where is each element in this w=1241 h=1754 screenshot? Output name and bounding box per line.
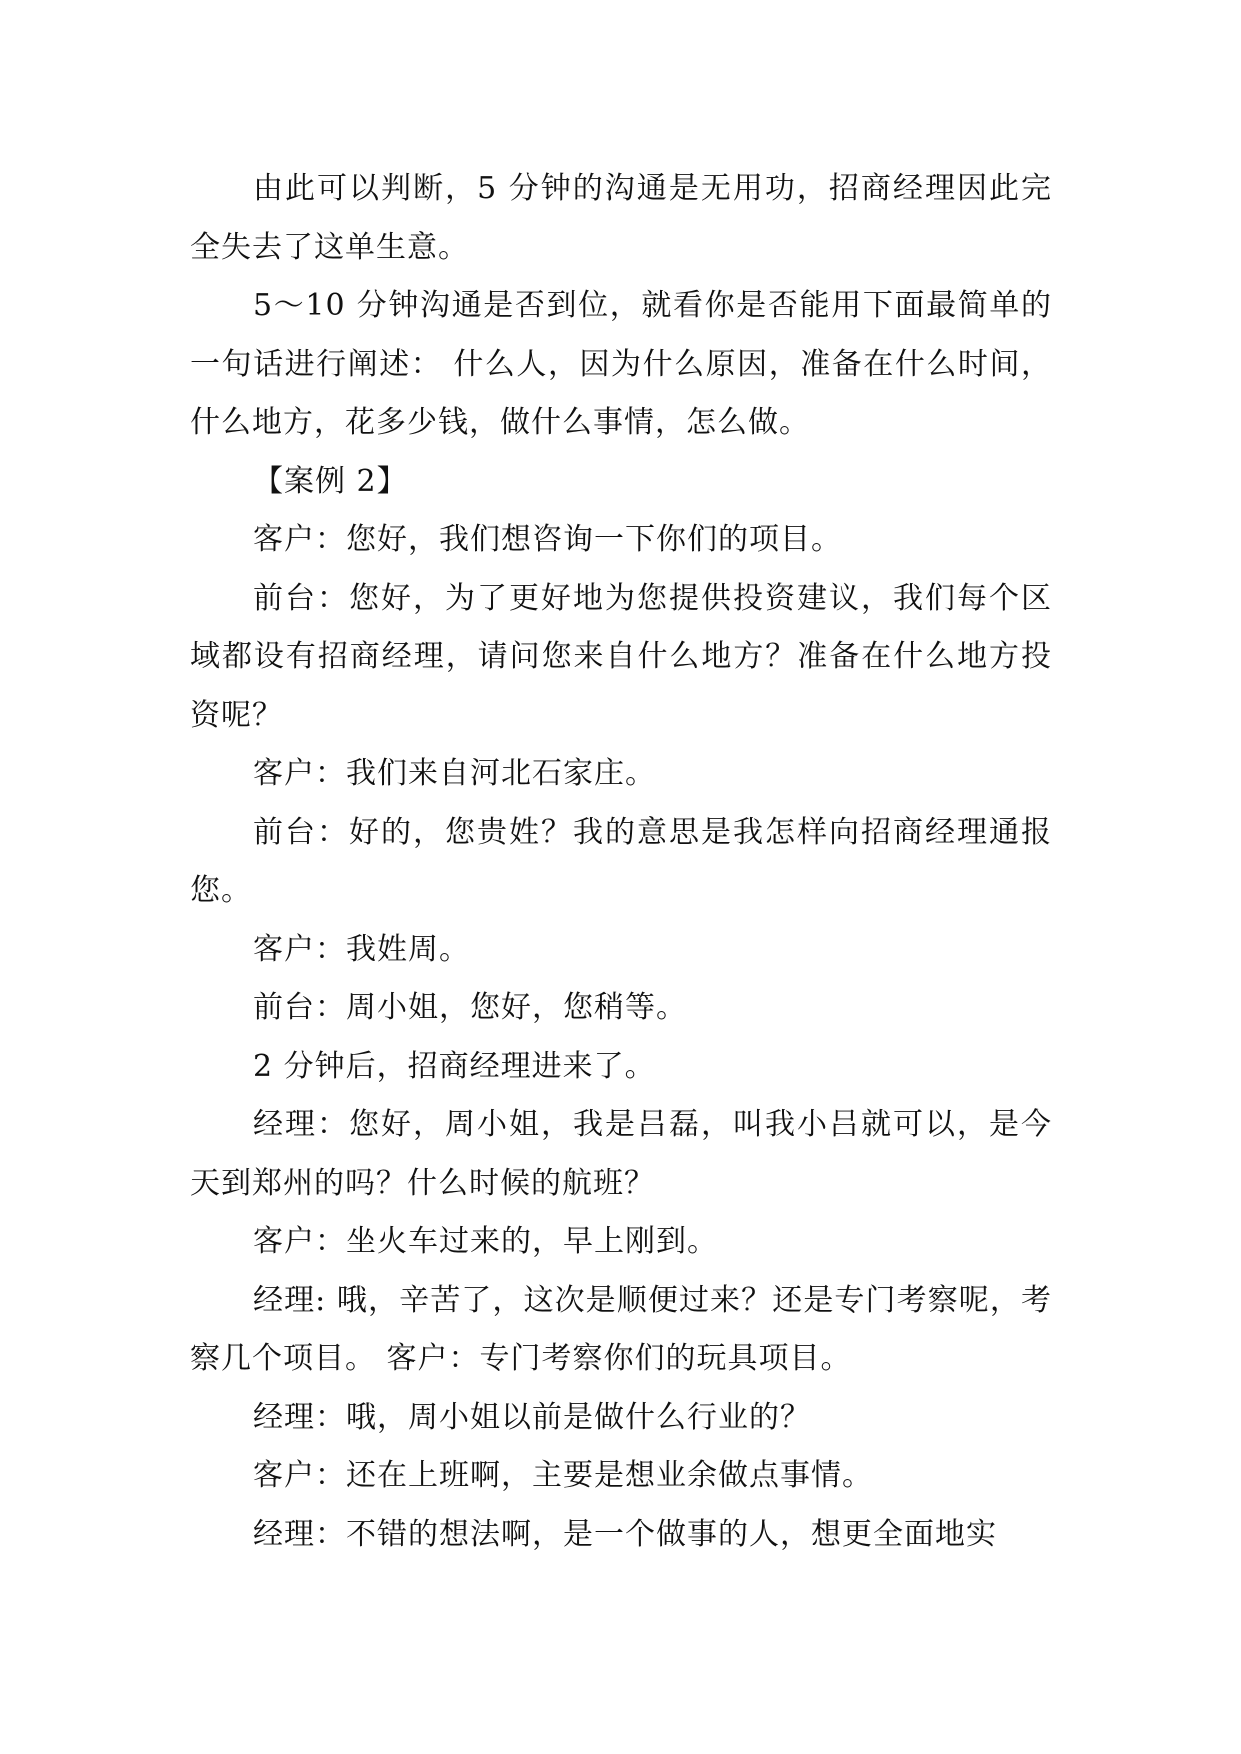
dialogue-line: 客户：我们来自河北石家庄。 bbox=[253, 756, 656, 791]
dialogue-line: 客户：还在上班啊，主要是想业余做点事情。 bbox=[253, 1458, 873, 1493]
dialogue-line: 经理：哦，周小姐以前是做什么行业的？ bbox=[253, 1399, 811, 1435]
document-body bbox=[190, 160, 1052, 1564]
dialogue-line: 客户：您好，我们想咨询一下你们的项目。 bbox=[253, 522, 842, 557]
dialogue-line: 客户：我姓周。 bbox=[253, 931, 470, 967]
dialogue-line: 客户：坐火车过来的，早上刚到。 bbox=[253, 1224, 718, 1259]
dialogue-line: 经理：不错的想法啊，是一个做事的人，想更全面地实 bbox=[253, 1516, 997, 1552]
paragraph-conclusion: 由此可以判断，5 分钟的沟通是无用功，招商经理因此完全失去了这单生意。 bbox=[190, 171, 1052, 265]
dialogue-line: 前台：好的，您贵姓？我的意思是我怎样向招商经理通报您。 bbox=[190, 814, 1052, 908]
dialogue-line: 经理：您好，周小姐，我是吕磊，叫我小吕就可以，是今天到郑州的吗？什么时候的航班？ bbox=[190, 1107, 1052, 1201]
dialogue-line: 前台：您好，为了更好地为您提供投资建议，我们每个区域都设有招商经理，请问您来自什么地方？准备在什么地方投资呢？ bbox=[190, 580, 1052, 733]
dialogue-line: 前台：周小姐，您好，您稍等。 bbox=[253, 990, 687, 1025]
narration-line: 2 分钟后，招商经理进来了。 bbox=[253, 1048, 656, 1084]
case-heading: 【案例 2】 bbox=[253, 463, 408, 499]
dialogue-line: 经理: 哦，辛苦了，这次是顺便过来？还是专门考察呢，考察几个项目。 客户：专门考察你们的玩具项目。 bbox=[190, 1282, 1052, 1376]
paragraph-communication-rule: 5～10 分钟沟通是否到位，就看你是否能用下面最简单的一句话进行阐述： 什么人，因为什么原因，准备在什么时间，什么地方，花多少钱，做什么事情，怎么做。 bbox=[190, 288, 1052, 440]
